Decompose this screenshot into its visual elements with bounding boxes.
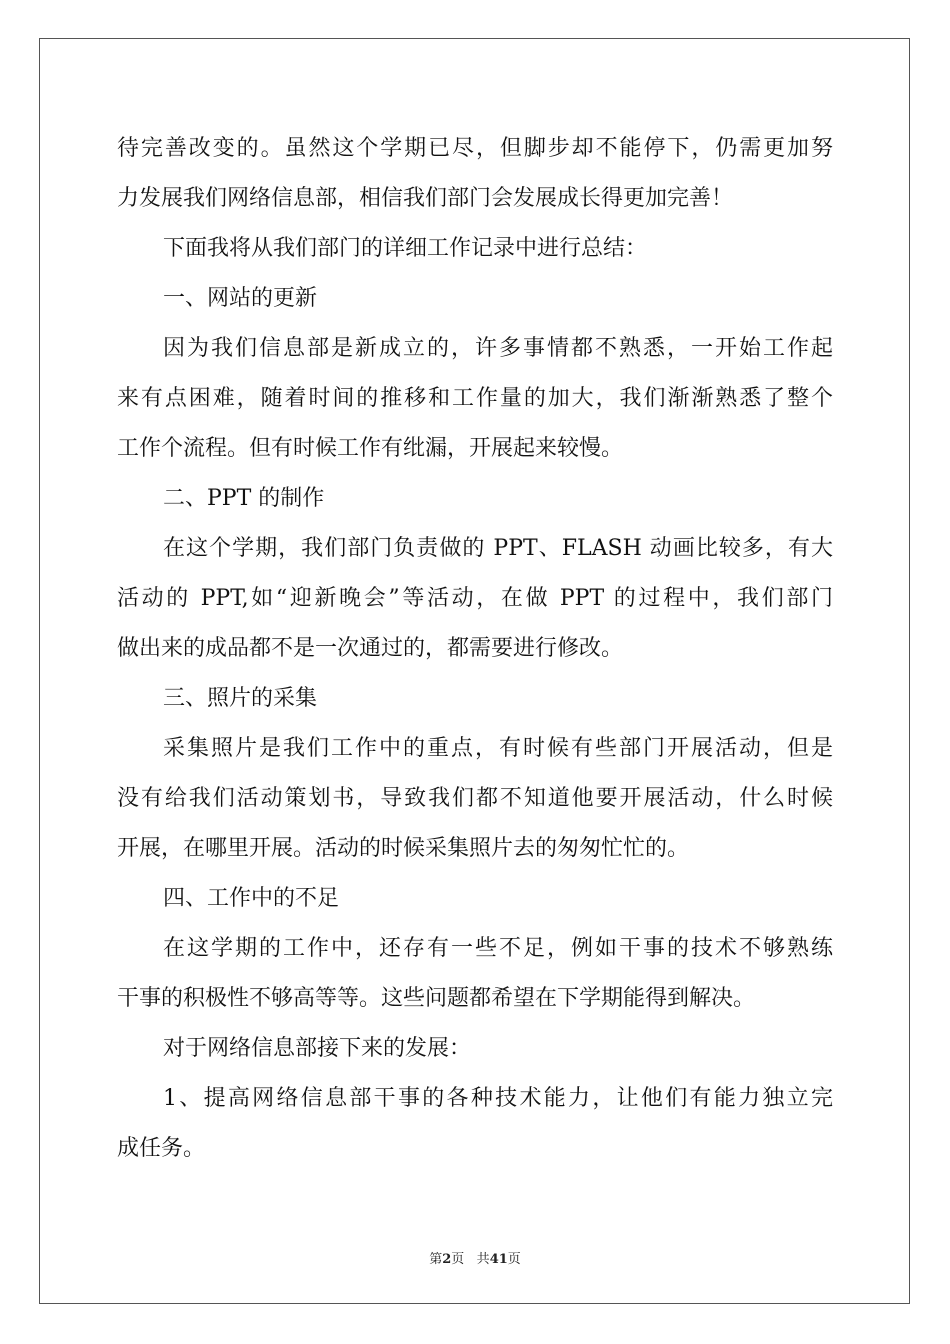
text-line: 成任务。 — [117, 1136, 206, 1161]
text-line: 力发展我们网络信息部，相信我们部门会发展成长得更加完善！ — [117, 186, 734, 211]
text-line: 对于网络信息部接下来的发展： — [163, 1036, 472, 1061]
total-pages-number: 41 — [489, 1252, 508, 1267]
footer-prefix: 第 — [429, 1252, 443, 1267]
footer-total-prefix: 共 — [476, 1252, 490, 1267]
footer-page-suffix: 页 — [451, 1252, 465, 1267]
text-line: 没有给我们活动策划书，导致我们都不知道他要开展活动，什么时候 — [117, 786, 833, 811]
text-line: 1、提高网络信息部干事的各种技术能力，让他们有能力独立完 — [163, 1086, 833, 1111]
document-body — [117, 124, 833, 1174]
text-line: 下面我将从我们部门的详细工作记录中进行总结： — [163, 236, 648, 261]
section-heading: 一、网站的更新 — [163, 286, 318, 311]
text-line: 干事的积极性不够高等等。这些问题都希望在下学期能得到解决。 — [117, 986, 756, 1011]
text-line: 待完善改变的。虽然这个学期已尽，但脚步却不能停下，仍需更加努 — [117, 136, 833, 161]
text-line: 开展，在哪里开展。活动的时候采集照片去的匆匆忙忙的。 — [117, 836, 690, 861]
text-line: 因为我们信息部是新成立的，许多事情都不熟悉，一开始工作起 — [163, 336, 833, 361]
text-line: 活动的 PPT,如“迎新晚会”等活动，在做 PPT 的过程中，我们部门 — [117, 586, 833, 611]
page-footer — [0, 1248, 950, 1267]
current-page-number: 2 — [442, 1252, 452, 1267]
section-heading: 三、照片的采集 — [163, 686, 318, 711]
text-line: 做出来的成品都不是一次通过的，都需要进行修改。 — [117, 636, 624, 661]
text-line: 在这学期的工作中，还存有一些不足，例如干事的技术不够熟练 — [163, 936, 833, 961]
footer-total-suffix: 页 — [507, 1252, 521, 1267]
section-heading: 二、PPT 的制作 — [163, 486, 325, 511]
text-line: 工作个流程。但有时候工作有纰漏，开展起来较慢。 — [117, 436, 624, 461]
section-heading: 四、工作中的不足 — [163, 886, 340, 911]
text-line: 来有点困难，随着时间的推移和工作量的加大，我们渐渐熟悉了整个 — [117, 386, 833, 411]
text-line: 在这个学期，我们部门负责做的 PPT、FLASH 动画比较多，有大 — [163, 536, 833, 561]
text-line: 采集照片是我们工作中的重点，有时候有些部门开展活动，但是 — [163, 736, 833, 761]
